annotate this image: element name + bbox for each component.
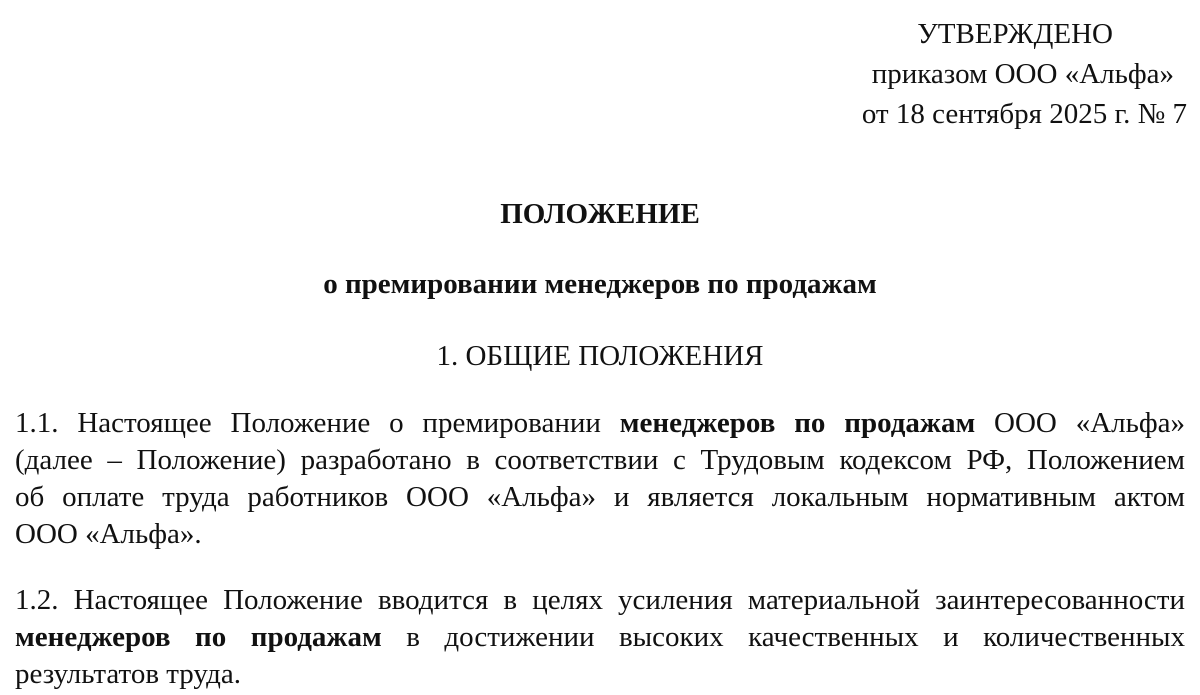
paragraph-line: результатов труда. <box>15 658 241 690</box>
paragraph-bold-text: менеджеров по продажам <box>15 621 382 653</box>
paragraph-line: об оплате труда работников ООО «Альфа» и является локальным нормативным актом <box>15 481 1185 513</box>
paragraph-line: (далее – Положение) разработано в соответствии с Трудовым кодексом РФ, Положением <box>15 444 1185 476</box>
paragraph-line: ООО «Альфа». <box>15 518 202 550</box>
paragraph-line <box>15 405 1185 442</box>
paragraph-1-1 <box>15 405 1185 553</box>
section-heading: 1. ОБЩИЕ ПОЛОЖЕНИЯ <box>436 340 764 372</box>
paragraph-line: 1.2. Настоящее Положение вводится в целях усиления материальной заинтересованности <box>15 584 1185 616</box>
paragraph-text: ООО «Альфа» <box>994 407 1186 439</box>
paragraph-line <box>15 619 1185 656</box>
paragraph-bold-text: менеджеров по продажам <box>619 407 976 439</box>
approval-order: приказом ООО «Альфа» <box>871 58 1174 90</box>
approval-date: от 18 сентября 2025 г. № 7 <box>861 98 1187 130</box>
paragraph-text: 1.1. Настоящее Положение о премировании <box>15 407 601 439</box>
paragraph-text: в достижении высоких качественных и количественных <box>406 621 1185 653</box>
approval-heading: УТВЕРЖДЕНО <box>917 18 1113 50</box>
document-subtitle: о премировании менеджеров по продажам <box>323 268 877 300</box>
document-title: ПОЛОЖЕНИЕ <box>500 198 700 230</box>
approval-block <box>827 14 1187 134</box>
paragraph-1-2 <box>15 582 1185 693</box>
